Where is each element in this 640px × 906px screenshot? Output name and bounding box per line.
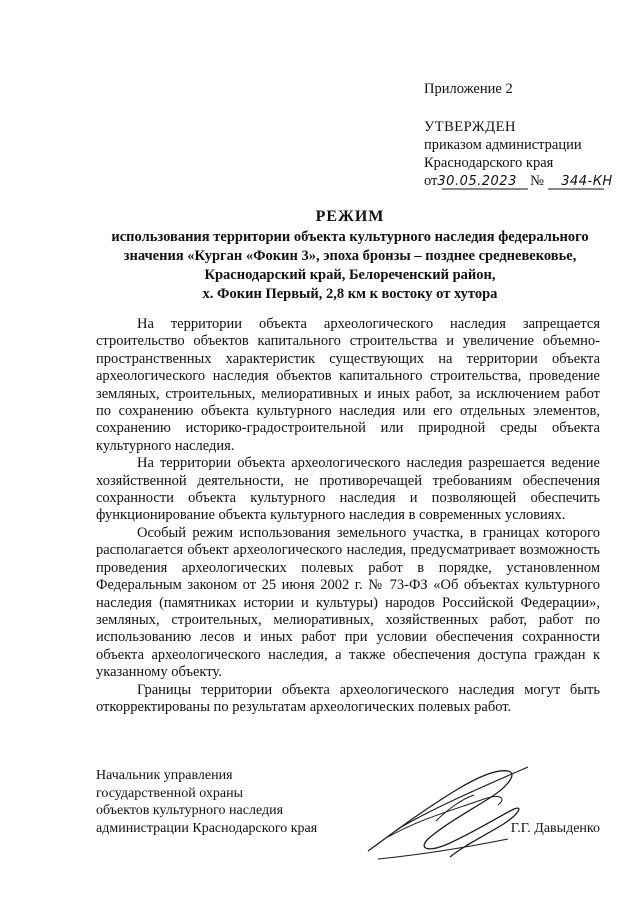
- annex-label: Приложение 2: [424, 81, 513, 97]
- number-sign: №: [530, 173, 544, 189]
- position-line-1: Начальник управления: [96, 768, 233, 783]
- paragraph-permission: На территории объекта археологического наследия разрешается ведение хозяйственной деятельности, не противоречащей требованиям обеспечения сохранности объекта культурного наследия и позволяющей обеспечить функционирование объекта культурного наследия в современных условиях.: [96, 455, 600, 524]
- handwritten-date: 30.05.2023: [437, 174, 517, 189]
- title-line-3: Краснодарский край, Белореченский район,: [204, 267, 496, 283]
- paragraph-prohibition: На территории объекта археологического наследия запрещается строительство объектов капитального строительства и увеличение объемно-пространственных характеристик существующих на территории объекта археологического наследия объектов капитального строительства, проведение земляных, строительных, мелиоративных и иных работ, за исключением работ по сохранению объекта культурного наследия или его отдельных элементов, сохранению историко-градостроительной или природной среды объекта культурного наследия.: [96, 316, 600, 454]
- position-line-2: государственной охраны: [96, 785, 244, 801]
- position-line-3: объектов культурного наследия: [96, 803, 284, 819]
- signatory-name: Г.Г. Давыденко: [510, 821, 600, 836]
- approved-label: УТВЕРЖДЕН: [424, 119, 516, 135]
- title-line-4: х. Фокин Первый, 2,8 км к востоку от хутора: [202, 286, 498, 302]
- paragraph-special-regime: Особый режим использования земельного участка, в границах которого располагается объект археологического наследия, предусматривает возможность проведения археологических полевых работ в порядке, установленном Федеральным законом от 25 июня 2002 г. № 73-ФЗ «Об объектах культурного наследия (памятниках истории и культуры) народов Российской Федерации», земляных, строительных, мелиоративных, хозяйственных работ, работ по использованию лесов и иных работ при условии обеспечения сохранности объекта археологического наследия, а также обеспечения доступа граждан к указанному объекту.: [96, 524, 600, 681]
- approval-line-1: приказом администрации: [424, 137, 582, 153]
- date-prefix: от: [424, 173, 438, 189]
- document-title: [90, 206, 610, 304]
- approval-date-line: [424, 172, 613, 192]
- title-main: РЕЖИМ: [315, 208, 385, 225]
- approval-block: [424, 80, 613, 192]
- signature-block: [96, 767, 600, 867]
- approval-line-2: Краснодарского края: [424, 155, 554, 171]
- signatory-position: [96, 767, 317, 837]
- title-line-1: использования территории объекта культурного наследия федерального: [111, 229, 589, 245]
- date-underline: [424, 188, 608, 194]
- handwritten-signature: [358, 759, 538, 869]
- position-line-4: администрации Краснодарского края: [96, 820, 318, 836]
- document-body: [96, 316, 600, 716]
- handwritten-number: 344-КН: [561, 174, 613, 189]
- title-line-2: значения «Курган «Фокин 3», эпоха бронзы – позднее средневековье,: [123, 248, 577, 264]
- paragraph-boundaries: Границы территории объекта археологического наследия могут быть откорректированы по результатам археологических полевых работ.: [96, 681, 600, 715]
